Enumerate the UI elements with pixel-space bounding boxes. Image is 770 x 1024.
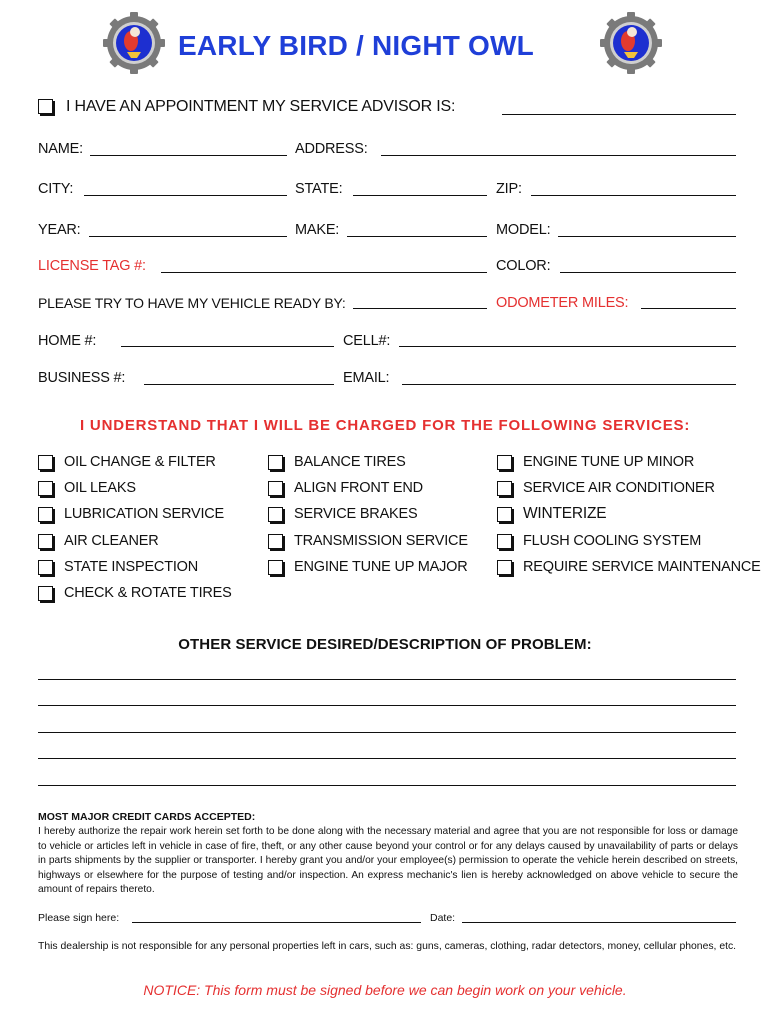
description-line[interactable] xyxy=(38,758,736,759)
signature-field[interactable] xyxy=(132,922,421,923)
date-field[interactable] xyxy=(462,922,736,923)
gear-logo-icon-right xyxy=(598,10,664,76)
description-line[interactable] xyxy=(38,679,736,680)
date-label: Date: xyxy=(430,912,456,924)
sign-label: Please sign here: xyxy=(38,912,120,924)
disclaimer-text: This dealership is not responsible for any personal properties left in cars, such as: guns, cameras, clothing, radar detectors, money, cellular phones, etc. xyxy=(38,941,737,952)
license-tag-label: LICENSE TAG #: xyxy=(38,258,146,274)
service-label: BALANCE TIRES xyxy=(294,454,406,470)
description-line[interactable] xyxy=(38,785,736,786)
state-field[interactable] xyxy=(353,195,487,196)
service-label: LUBRICATION SERVICE xyxy=(64,506,225,522)
credit-cards-heading: MOST MAJOR CREDIT CARDS ACCEPTED: xyxy=(38,811,256,823)
page-title: EARLY BIRD / NIGHT OWL xyxy=(178,30,534,61)
email-label: EMAIL: xyxy=(343,370,390,386)
zip-label: ZIP: xyxy=(496,181,522,197)
color-field[interactable] xyxy=(560,272,736,273)
service-label: OIL LEAKS xyxy=(64,480,136,496)
service-label: FLUSH COOLING SYSTEM xyxy=(523,533,702,549)
service-checkbox[interactable] xyxy=(38,481,53,496)
service-checkbox[interactable] xyxy=(268,560,283,575)
service-checkbox[interactable] xyxy=(497,481,512,496)
service-checkbox[interactable] xyxy=(497,507,512,522)
service-checkbox[interactable] xyxy=(268,507,283,522)
cell-phone-label: CELL#: xyxy=(343,333,391,349)
appointment-label: I HAVE AN APPOINTMENT MY SERVICE ADVISOR IS: xyxy=(66,98,456,115)
service-label: ENGINE TUNE UP MAJOR xyxy=(294,559,468,575)
ready-by-label: PLEASE TRY TO HAVE MY VEHICLE READY BY: xyxy=(38,295,346,311)
service-label: REQUIRE SERVICE MAINTENANCE xyxy=(523,559,761,575)
service-checkbox[interactable] xyxy=(38,560,53,575)
other-service-heading: OTHER SERVICE DESIRED/DESCRIPTION OF PROBLEM: xyxy=(178,636,592,653)
service-checkbox[interactable] xyxy=(497,455,512,470)
gear-logo-icon-left xyxy=(101,10,167,76)
description-line[interactable] xyxy=(38,705,736,706)
service-label: SERVICE AIR CONDITIONER xyxy=(523,480,715,496)
make-field[interactable] xyxy=(347,236,487,237)
name-label: NAME: xyxy=(38,141,83,157)
service-label: TRANSMISSION SERVICE xyxy=(294,533,468,549)
service-checkbox[interactable] xyxy=(268,481,283,496)
state-label: STATE: xyxy=(295,181,343,197)
home-phone-field[interactable] xyxy=(121,346,334,347)
service-label: STATE INSPECTION xyxy=(64,559,199,575)
service-label: SERVICE BRAKES xyxy=(294,506,418,522)
service-label: AIR CLEANER xyxy=(64,533,159,549)
service-label: CHECK & ROTATE TIRES xyxy=(64,585,232,601)
service-checkbox[interactable] xyxy=(38,534,53,549)
service-checkbox[interactable] xyxy=(38,507,53,522)
service-label: ALIGN FRONT END xyxy=(294,480,423,496)
name-field[interactable] xyxy=(90,155,287,156)
services-heading: I UNDERSTAND THAT I WILL BE CHARGED FOR THE FOLLOWING SERVICES: xyxy=(80,417,691,434)
color-label: COLOR: xyxy=(496,258,551,274)
zip-field[interactable] xyxy=(531,195,736,196)
business-phone-field[interactable] xyxy=(144,384,334,385)
address-label: ADDRESS: xyxy=(295,141,368,157)
appointment-checkbox[interactable] xyxy=(38,99,53,114)
odometer-label: ODOMETER MILES: xyxy=(496,295,629,311)
service-label: WINTERIZE xyxy=(523,505,607,522)
city-label: CITY: xyxy=(38,181,74,197)
odometer-field[interactable] xyxy=(641,308,736,309)
address-field[interactable] xyxy=(381,155,736,156)
service-checkbox[interactable] xyxy=(268,534,283,549)
model-field[interactable] xyxy=(558,236,736,237)
service-advisor-field[interactable] xyxy=(502,114,736,115)
home-phone-label: HOME #: xyxy=(38,333,97,349)
notice-text: NOTICE: This form must be signed before we can begin work on your vehicle. xyxy=(143,982,627,998)
service-label: ENGINE TUNE UP MINOR xyxy=(523,454,695,470)
service-checkbox[interactable] xyxy=(497,560,512,575)
year-field[interactable] xyxy=(89,236,287,237)
model-label: MODEL: xyxy=(496,222,551,238)
make-label: MAKE: xyxy=(295,222,340,238)
license-tag-field[interactable] xyxy=(161,272,487,273)
city-field[interactable] xyxy=(84,195,287,196)
year-label: YEAR: xyxy=(38,222,81,238)
cell-phone-field[interactable] xyxy=(399,346,736,347)
service-checkbox[interactable] xyxy=(38,455,53,470)
description-line[interactable] xyxy=(38,732,736,733)
service-checkbox[interactable] xyxy=(38,586,53,601)
business-phone-label: BUSINESS #: xyxy=(38,370,126,386)
ready-by-field[interactable] xyxy=(353,308,487,309)
email-field[interactable] xyxy=(402,384,736,385)
service-checkbox[interactable] xyxy=(268,455,283,470)
authorization-text: I hereby authorize the repair work herein set forth to be done along with the necessary material and agree that you are not responsible for loss or damage to vehicle or articles left in vehicle in case of fire, theft, or any other cause beyond your control or for any delays caused by unavailability of parts or delays in parts shipments by the supplier or transporter. I hereby grant you and/or your employee(s) permission to operate the vehicle herein described on streets, highways or elsewhere for the purpose of testing and/or inspection. An express mechanic's lien is hereby acknowledged on above vehicle to secure the amount of repairs thereto. xyxy=(38,826,738,895)
service-label: OIL CHANGE & FILTER xyxy=(64,454,216,470)
service-checkbox[interactable] xyxy=(497,534,512,549)
